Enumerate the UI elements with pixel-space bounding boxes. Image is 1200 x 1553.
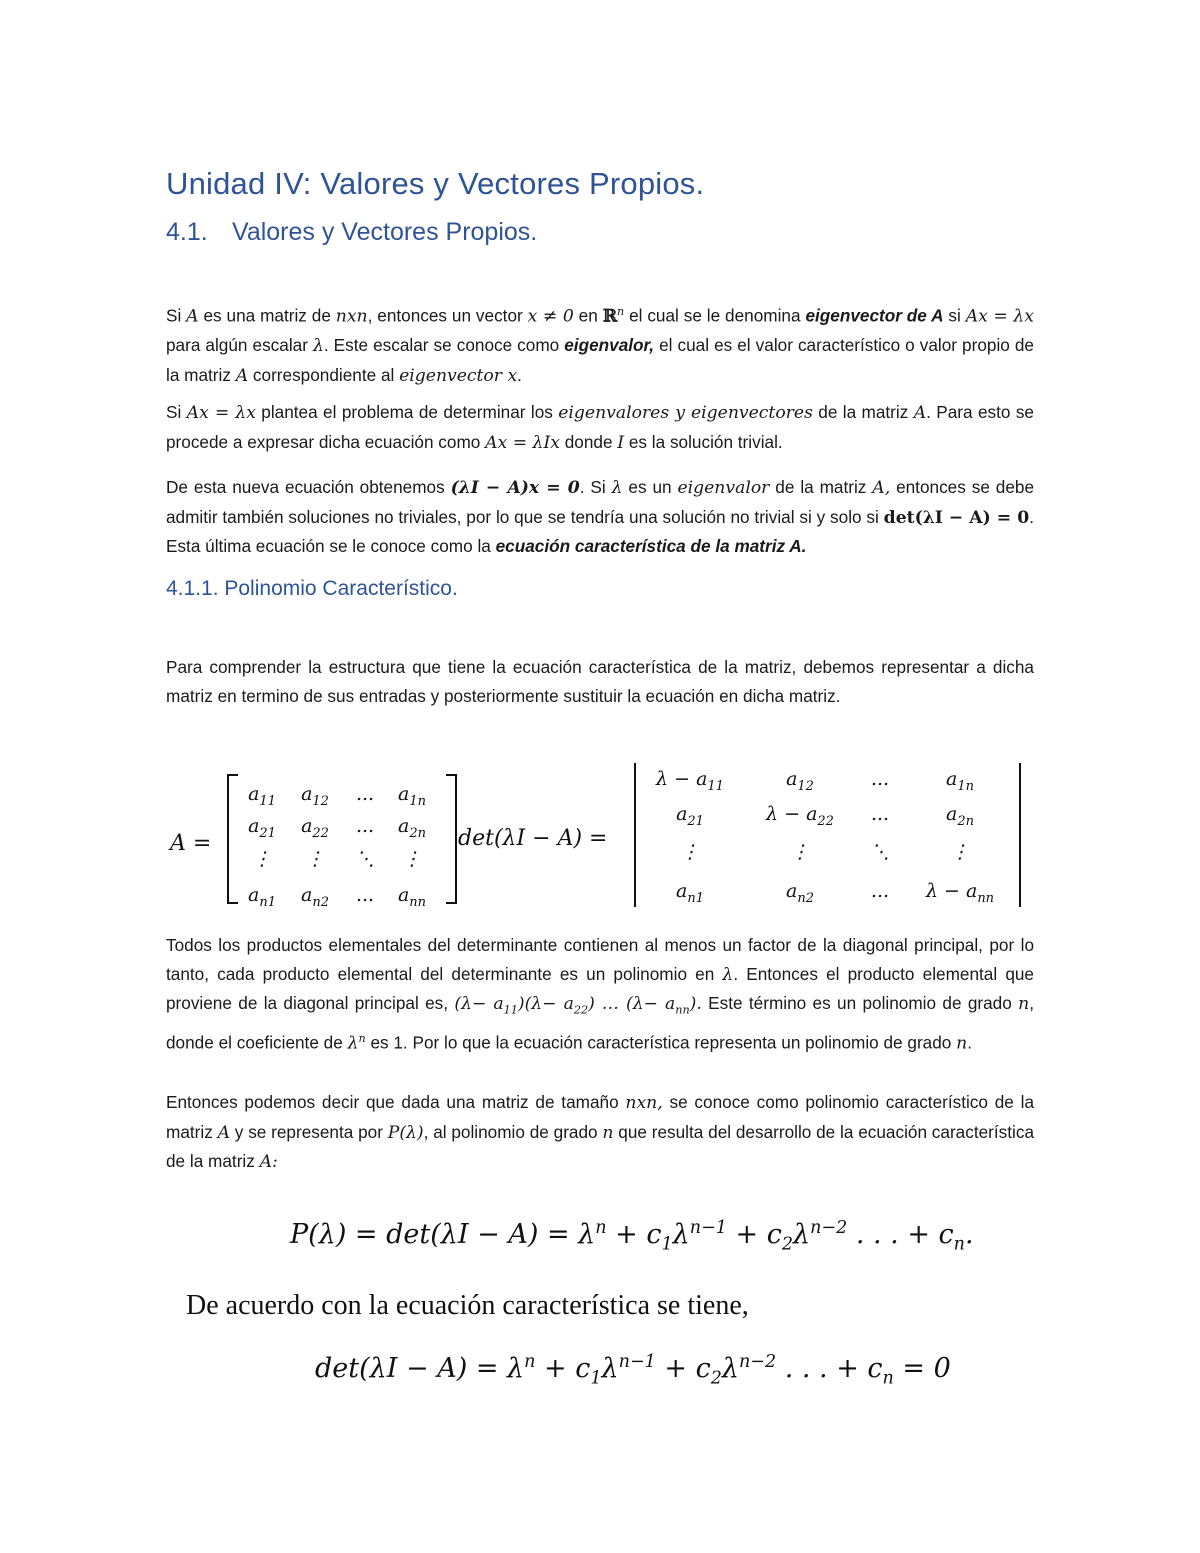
paragraph-equation: De esta nueva ecuación obtenemos (λI − A)x = 0. Si λ es un eigenvalor de la matriz A, entonces se debe admitir también soluciones no triviales, por lo que se tendría una solución no trivial si y solo si det(λI − A) = 0. Esta última ecuación se le conoce como la ecuación característica de la matriz A. (166, 477, 1035, 556)
matrix-a-cell: ... (355, 884, 375, 906)
paragraph-polynomial: Entonces podemos decir que dada una matriz de tamaño nxn, se conoce como polinomio característico de la matriz A y se representa por P(λ), al polinomio de grado n que resulta del desarrollo de la ecuación característica de la matriz A: (166, 1092, 1035, 1172)
page-title: Unidad IV: Valores y Vectores Propios. (166, 166, 705, 201)
det-cell: ... (870, 880, 890, 902)
det-cell: $a_{n1}$ (676, 880, 704, 906)
matrix-entries (248, 783, 426, 910)
det-cell: $a_{12}$ (786, 768, 814, 794)
section-number: 4.1. (166, 218, 208, 246)
det-cell: $a_{1n}$ (946, 768, 974, 794)
det-cell: $\lambda - a_{11}$ (656, 768, 724, 794)
det-cell: ... (870, 768, 890, 790)
section-label: Valores y Vectores Propios. (232, 218, 538, 246)
paragraph-definition: Si A es una matriz de nxn, entonces un vector x ≠ 0 en ℝ$^n$ el cual se le denomina eigenvector de A si Ax = λx para algún escalar λ. Este escalar se conoce como eigenvalor, el cual es el valor característico o valor propio de la matriz A correspondiente al eigenvector x. (166, 305, 1034, 386)
matrix-a-cell: ... (355, 783, 375, 805)
det-cell: $a_{n2}$ (786, 880, 814, 906)
matrix-a-cell: $a_{11}$ (248, 783, 276, 809)
det-cell: $a_{21}$ (676, 803, 704, 829)
matrix-a-cell: $a_{21}$ (248, 815, 276, 841)
matrix-a-cell: $a_{2n}$ (398, 815, 426, 841)
det-cell: $a_{2n}$ (946, 803, 974, 829)
matrix-a-cell: $a_{1n}$ (398, 783, 426, 809)
matrix-a-cell: $a_{nn}$ (397, 884, 427, 910)
matrix-a-cell: $a_{12}$ (301, 783, 329, 809)
equation-characteristic-polynomial: $P(\lambda) = \det(\lambda I - A) = \lambda^n + c_1\lambda^{n-1} + c_2\lambda^{n-2}$ . . . + $c_n$. (290, 1218, 974, 1255)
subsection-heading: 4.1.1. Polinomio Característico. (166, 577, 458, 600)
paragraph-structure: Para comprender la estructura que tiene la ecuación característica de la matriz, debemos representar a dicha matriz en termino de sus entradas y posteriormente sustituir la ecuación en dicha matriz. (166, 657, 1034, 706)
det-cell: $\lambda - a_{nn}$ (925, 880, 995, 906)
matrix-a-cell: ⋱ (355, 848, 375, 870)
matrix-a-cell: ⋮ (305, 848, 325, 870)
matrix-a-cell: $a_{n2}$ (301, 884, 329, 910)
det-cell: ... (870, 803, 890, 825)
sentence-characteristic: De acuerdo con la ecuación característica se tiene, (186, 1290, 749, 1321)
matrix-a-cell: $a_{n1}$ (248, 884, 276, 910)
equation-characteristic-zero: $\det(\lambda I - A) = \lambda^n + c_1\lambda^{n-1} + c_2\lambda^{n-2}$ . . . + $c_n = 0$ (315, 1352, 951, 1389)
det-cell: $\lambda - a_{22}$ (766, 803, 834, 829)
matrix-a-cell: ... (355, 815, 375, 837)
det-entries (655, 768, 994, 906)
section-heading (166, 218, 537, 247)
matrix-a-cell: ⋮ (402, 848, 422, 870)
matrix-figure (160, 755, 1030, 915)
left-bracket (228, 775, 238, 903)
right-bracket (446, 775, 456, 903)
matrix-a-cell: $a_{22}$ (301, 815, 329, 841)
det-cell: ⋱ (870, 841, 890, 863)
det-label: det(λI − A) = (458, 826, 608, 851)
det-cell: ⋮ (790, 841, 810, 863)
matrix-a-cell: ⋮ (252, 848, 272, 870)
paragraph-products: Todos los productos elementales del determinante contienen al menos un factor de la diagonal principal, por lo tanto, cada producto elemental del determinante es un polinomio en λ. Entonces el producto elemental que proviene de la diagonal principal es, $(\lambda- a_{11})(\lambda- a_{22})$ … $(\lambda- a_{nn})$. Este término es un polinomio de grado n, donde el coeficiente de $\lambda^n$ es 1. Por lo que la ecuación característica representa un polinomio de grado n. (166, 935, 1034, 1054)
matrix-lhs: A = (170, 831, 212, 856)
det-cell: ⋮ (950, 841, 970, 863)
paragraph-problem: Si Ax = λx plantea el problema de determinar los eigenvalores y eigenvectores de la matriz A. Para esto se procede a expresar dicha ecuación como Ax = λIx donde I es la solución trivial. (166, 402, 1034, 453)
det-cell: ⋮ (680, 841, 700, 863)
